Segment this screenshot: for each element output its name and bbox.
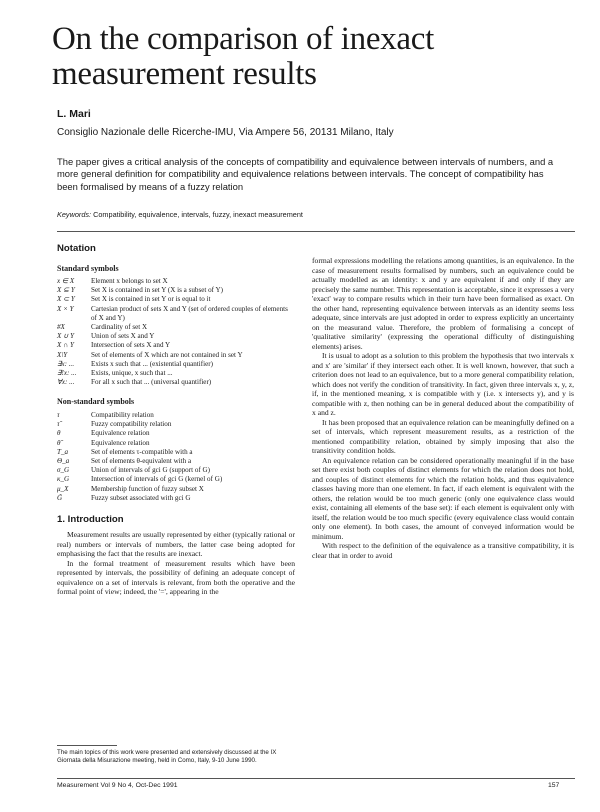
symbol-row	[57, 295, 295, 304]
symbol-row	[57, 485, 295, 494]
symbol: ∃!x: ...	[57, 369, 77, 378]
page-number: 157	[548, 782, 560, 789]
body-paragraph: With respect to the definition of the equivalence as a transitive compatibility, it is clear that in order to avoid	[312, 541, 574, 560]
nonstandard-symbols-table	[57, 411, 295, 503]
footnote: The main topics of this work were presented and extensively discussed at the IX Giornata della Misurazione meeting, held in Como, Italy, 9-10 June 1990.	[57, 749, 277, 765]
symbol-description: Set X is contained in set Y or is equal to it	[91, 295, 211, 304]
symbol-description: Cartesian product of sets X and Y (set of ordered couples of elements of X and Y)	[91, 304, 288, 322]
symbol-description: Union of intervals of gci G (support of G)	[91, 466, 210, 475]
symbol: G̃	[57, 493, 63, 502]
symbol: ∀x: ...	[57, 378, 75, 387]
symbol: θ	[57, 429, 61, 438]
symbol-description: Cardinality of set X	[91, 323, 148, 332]
notation-heading: Notation	[57, 243, 96, 254]
symbol: X\Y	[57, 350, 68, 359]
symbol: X ⊂ Y	[57, 295, 75, 304]
keywords	[57, 210, 557, 219]
symbol-description: Set of elements of X which are not contained in set Y	[91, 350, 243, 359]
symbol-row	[57, 351, 295, 360]
body-paragraph: formal expressions modelling the relations among quantities, is an equivalence. In the case of measurement results formalised by numbers, such an equivalence could be actually modelled as an identity: x and y are equivalent if and only if they are precisely the same number. This representation is acceptable, since it expresses a very 'exact' way to compare results which in their turn have been formalised as exact. On the other hand, representing equivalence between intervals as an identity seems less adequate, since intervals are just adopted in order to express explicitly an uncertainty on the measurand value. Therefore, the problem of formalising a concept of 'qualitative similarity' (expressing the operational difficulty of distinguishing elements) arises.	[312, 256, 574, 351]
symbol-description: Equivalence relation	[91, 438, 150, 447]
footnote-divider	[57, 745, 117, 746]
symbol-row	[57, 277, 295, 286]
symbol-description: Equivalence relation	[91, 429, 150, 438]
symbol-description: Intersection of intervals of gci G (kernel of G)	[91, 475, 223, 484]
symbol: X ⊆ Y	[57, 286, 75, 295]
symbol-row	[57, 448, 295, 457]
symbol: X × Y	[57, 304, 74, 313]
symbol: θ̃	[57, 438, 61, 447]
symbol: x ∈ X	[57, 277, 75, 285]
symbol-row	[57, 494, 295, 503]
body-paragraph: It has been proposed that an equivalence relation can be meaningfully defined on a set of intervals, which represent measurement results, as a restriction of the mentioned compatibility relation, obtained by simply imposing that also the transitivity condition holds.	[312, 417, 574, 455]
symbol-row	[57, 411, 295, 420]
symbol-description: Set X is contained in set Y (X is a subset of Y)	[91, 286, 223, 295]
symbol: τ	[57, 410, 60, 419]
symbol: μ_X	[57, 484, 69, 493]
symbol: X ∩ Y	[57, 341, 74, 350]
symbol-row	[57, 457, 295, 466]
symbol-row	[57, 420, 295, 429]
symbol: T_a	[57, 447, 69, 456]
symbol: κ_G	[57, 475, 70, 484]
introduction-body	[57, 530, 295, 597]
body-paragraph: An equivalence relation can be considered operationally meaningful if in the base set there exist both couples of distinct elements for which the relation does not hold, and couples of distinct elements for which the relation holds, and thus equivalence classes having more than one element. In fact, if each element is equivalent with the others, the relation would be too much generic (only one equivalence class would exist, containing all elements of the base set): if each element is equivalent only with itself, the relation would be too much specific (every equivalence class would contain only one element). In both cases, the amount of conveyed information would be minimum.	[312, 455, 574, 541]
left-column	[57, 244, 295, 597]
affiliation: Consiglio Nazionale delle Ricerche-IMU, Via Ampere 56, 20131 Milano, Italy	[57, 127, 394, 138]
symbol-description: Union of sets X and Y	[91, 332, 155, 341]
right-column	[312, 256, 574, 560]
standard-symbols-heading: Standard symbols	[57, 263, 119, 273]
keywords-text: Compatibility, equivalence, intervals, fuzzy, inexact measurement	[93, 210, 303, 219]
symbol-row	[57, 305, 295, 323]
symbol-row	[57, 360, 295, 369]
symbol-description: Element x belongs to set X	[91, 277, 168, 285]
symbol-row	[57, 323, 295, 332]
symbol-row	[57, 429, 295, 438]
symbol-row	[57, 369, 295, 378]
symbol-row	[57, 341, 295, 350]
symbol-row	[57, 378, 295, 387]
keywords-label: Keywords:	[57, 210, 92, 219]
symbol: τ̃	[57, 420, 60, 429]
symbol: ∃x: ...	[57, 359, 75, 368]
nonstandard-symbols-heading: Non-standard symbols	[57, 397, 135, 407]
abstract: The paper gives a critical analysis of the concepts of compatibility and equivalence between intervals of numbers, and a more general definition for compatibility and equivalence relations between intervals. The concept of compatibility has been formalised by means of a fuzzy relation	[57, 156, 554, 192]
symbol-description: Fuzzy subset associated with gci G	[91, 493, 191, 502]
symbol-description: Exists x such that ... (existential quantifier)	[91, 359, 213, 368]
symbol-description: Membership function of fuzzy subset X	[91, 484, 204, 493]
symbol-row	[57, 332, 295, 341]
footer-divider	[57, 778, 575, 779]
symbol: Θ_a	[57, 456, 70, 465]
introduction-heading: 1. Introduction	[57, 513, 124, 525]
symbol-row	[57, 439, 295, 448]
symbol-description: For all x such that ... (universal quantifier)	[91, 378, 212, 387]
symbol: #X	[57, 323, 65, 332]
symbol-description: Intersection of sets X and Y	[91, 341, 171, 350]
header-divider	[57, 231, 575, 232]
paper-title: On the comparison of inexact measurement results	[52, 21, 434, 92]
symbol-description: Fuzzy compatibility relation	[91, 420, 172, 429]
symbol: σ_G	[57, 466, 70, 475]
symbol-row	[57, 475, 295, 484]
journal-citation: Measurement Vol 9 No 4, Oct-Dec 1991	[57, 782, 178, 789]
author-name: L. Mari	[57, 108, 91, 120]
symbol-row	[57, 286, 295, 295]
symbol: X ∪ Y	[57, 332, 75, 341]
symbol-description: Set of elements θ-equivalent with a	[91, 456, 192, 465]
symbol-description: Set of elements τ-compatible with a	[91, 447, 193, 456]
standard-symbols-table	[57, 277, 295, 387]
body-paragraph: It is usual to adopt as a solution to this problem the hypothesis that two intervals x and x' are 'similar' if they intersect each other. It is well known, however, that such a criterion does not lead to an equivalence, but to a more general compatibility relation, which does not verify the condition of transitivity. In fact, given three intervals x, y, z, if, in the mentioned meaning, x is compatible with y (i.e. x intersects y), and y is compatible with z, then nothing can be in general deduced about the compatibility of x and z.	[312, 351, 574, 417]
symbol-description: Compatibility relation	[91, 410, 154, 419]
symbol-description: Exists, unique, x such that ...	[91, 369, 173, 378]
introduction-paragraph: Measurement results are usually represented by either (typically rational or real) numbers or intervals of numbers, the latter case being adopted for emphasising the fact that the results are inexact.	[57, 530, 295, 559]
symbol-row	[57, 466, 295, 475]
introduction-paragraph: In the formal treatment of measurement results which have been represented by intervals, the possibility of defining an adequate concept of equivalence on a set of intervals is relevant, from both the operative and the formal point of view; indeed, the '=', appearing in the	[57, 558, 295, 597]
